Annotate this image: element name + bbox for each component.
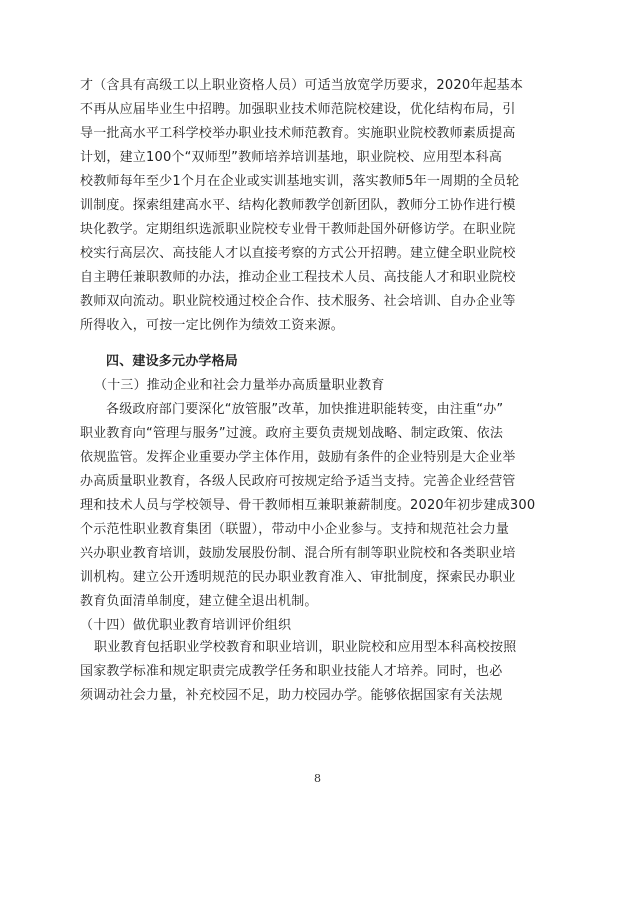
paragraph-line: 理和技术人员与学校领导、骨干教师相互兼职兼薪制度。2020年初步建成300 <box>80 498 536 513</box>
paragraph-line: 教师双向流动。职业院校通过校企合作、技术服务、社会培训、自办企业等 <box>80 294 516 309</box>
paragraph-line: 各级政府部门要深化“放管服”改革，加快推进职能转变，由注重“办” <box>106 402 504 417</box>
paragraph-line: 职业教育向“管理与服务”过渡。政府主要负责规划战略、制定政策、依法 <box>80 426 504 441</box>
paragraph-line: 才（含具有高级工以上职业资格人员）可适当放宽学历要求，2020年起基本 <box>80 78 524 93</box>
paragraph-line: 教育负面清单制度，建立健全退出机制。 <box>80 594 318 609</box>
paragraph-line: 个示范性职业教育集团（联盟），带动中小企业参与。支持和规范社会力量 <box>80 522 510 537</box>
paragraph-line: 不再从应届毕业生中招聘。加强职业技术师范院校建设，优化结构布局，引 <box>80 102 516 117</box>
paragraph-line: 依规监管。发挥企业重要办学主体作用，鼓励有条件的企业特别是大企业举 <box>80 450 516 465</box>
paragraph-line: 校教师每年至少1个月在企业或实训基地实训，落实教师5年一周期的全员轮 <box>80 174 520 189</box>
paragraph-line: 兴办职业教育培训，鼓励发展股份制、混合所有制等职业院校和各类职业培 <box>80 546 516 561</box>
paragraph-line: 训机构。建立公开透明规范的民办职业教育准入、审批制度，探索民办职业 <box>80 570 516 585</box>
subsection-heading: （十三）推动企业和社会力量举办高质量职业教育 <box>94 378 385 393</box>
paragraph-line: 自主聘任兼职教师的办法，推动企业工程技术人员、高技能人才和职业院校 <box>80 270 516 285</box>
paragraph-line: 训制度。探索组建高水平、结构化教师教学创新团队，教师分工协作进行模 <box>80 198 516 213</box>
section-heading: 四、建设多元办学格局 <box>106 354 239 369</box>
paragraph-line: 计划，建立100个“双师型”教师培养培训基地，职业院校、应用型本科高 <box>80 150 503 165</box>
paragraph-line: 国家教学标准和规定职责完成教学任务和职业技能人才培养。同时，也必 <box>80 664 503 679</box>
paragraph-line: 校实行高层次、高技能人才以直接考察的方式公开招聘。建立健全职业院校 <box>80 246 516 261</box>
subsection-heading: 职业教育包括职业学校教育和职业培训，职业院校和应用型本科高校按照 <box>94 640 517 655</box>
paragraph-line: 办高质量职业教育，各级人民政府可按规定给予适当支持。完善企业经营管 <box>80 474 516 489</box>
paragraph-line: （十四）做优职业教育培训评价组织 <box>80 618 292 633</box>
paragraph-line: 块化教学。定期组织选派职业院校专业骨干教师赴国外研修访学。在职业院 <box>80 222 516 237</box>
page-number: 8 <box>314 772 321 785</box>
paragraph-line: 所得收入，可按一定比例作为绩效工资来源。 <box>80 318 345 333</box>
paragraph-line: 须调动社会力量，补充校园不足，助力校园办学。能够依据国家有关法规 <box>80 688 503 703</box>
paragraph-line: 导一批高水平工科学校举办职业技术师范教育。实施职业院校教师素质提高 <box>80 126 516 141</box>
